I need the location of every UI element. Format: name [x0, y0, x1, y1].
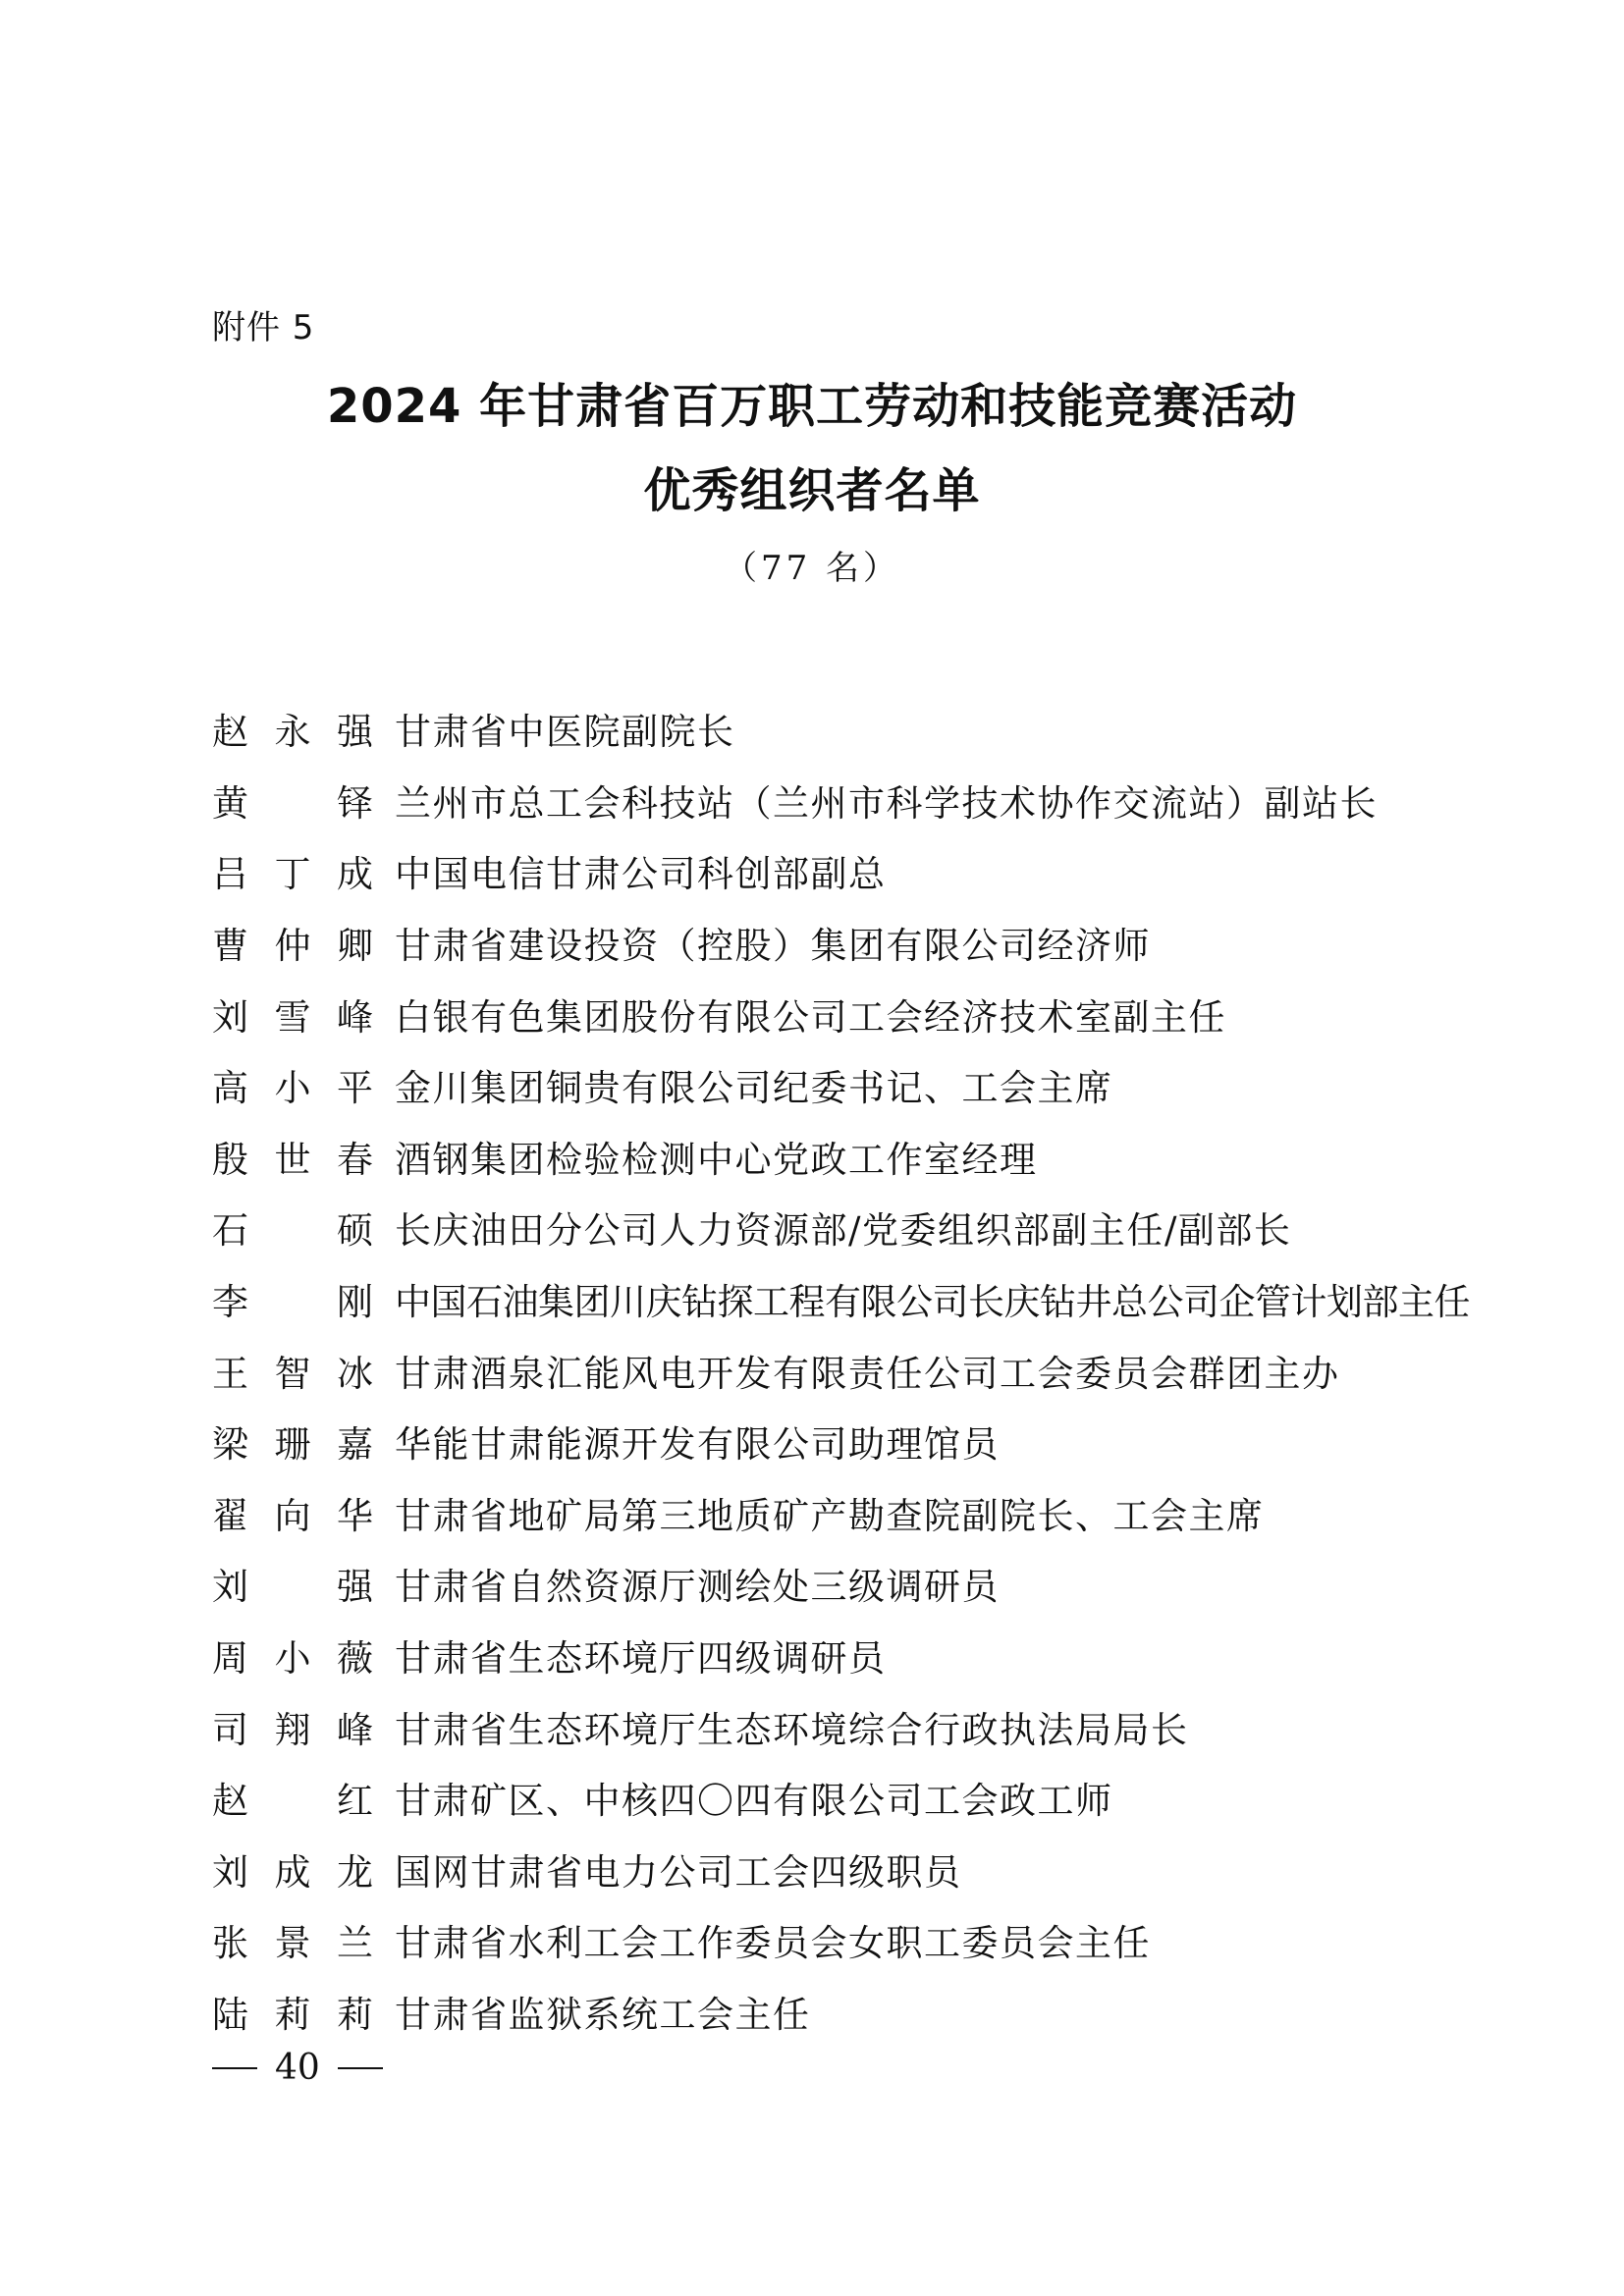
list-item — [212, 693, 1420, 765]
list-item — [212, 1904, 1420, 1976]
person-role: 甘肃省监狱系统工会主任 — [395, 1993, 811, 2036]
person-role: 甘肃省中医院副院长 — [395, 711, 735, 754]
person-role: 国网甘肃省电力公司工会四级职员 — [395, 1850, 962, 1894]
person-name: 赵永强 — [212, 711, 373, 754]
person-role: 长庆油田分公司人力资源部/党委组织部副主任/副部长 — [395, 1209, 1292, 1253]
person-name: 高小平 — [212, 1067, 373, 1110]
person-name: 陆莉莉 — [212, 1993, 373, 2036]
person-name: 刘雪峰 — [212, 995, 373, 1039]
list-item — [212, 907, 1420, 979]
person-name: 吕丁成 — [212, 853, 373, 896]
person-name: 张景兰 — [212, 1922, 373, 1965]
person-role: 甘肃酒泉汇能风电开发有限责任公司工会委员会群团主办 — [395, 1352, 1340, 1395]
person-role: 甘肃省建设投资（控股）集团有限公司经济师 — [395, 925, 1151, 968]
list-item — [212, 1620, 1420, 1691]
list-item — [212, 1762, 1420, 1834]
person-role: 中国石油集团川庆钻探工程有限公司长庆钻井总公司企管计划部主任 — [395, 1281, 1470, 1324]
person-name: 刘成龙 — [212, 1850, 373, 1894]
document-title-line-1: 2024 年甘肃省百万职工劳动和技能竞赛活动 — [326, 379, 1298, 434]
person-role: 酒钢集团检验检测中心党政工作室经理 — [395, 1138, 1038, 1181]
person-role: 白银有色集团股份有限公司工会经济技术室副主任 — [395, 995, 1226, 1039]
list-item — [212, 1263, 1470, 1335]
person-role: 甘肃省水利工会工作委员会女职工委员会主任 — [395, 1922, 1151, 1965]
person-name: 李刚 — [212, 1281, 373, 1324]
right-dash — [338, 2067, 383, 2069]
list-item — [212, 978, 1420, 1049]
list-item — [212, 1548, 1420, 1620]
person-role: 中国电信甘肃公司科创部副总 — [395, 853, 887, 896]
person-name: 翟向华 — [212, 1494, 373, 1537]
person-role: 兰州市总工会科技站（兰州市科学技术协作交流站）副站长 — [395, 781, 1378, 825]
document-title-line-2: 优秀组织者名单 — [643, 463, 981, 518]
person-role: 甘肃矿区、中核四〇四有限公司工会政工师 — [395, 1780, 1113, 1823]
person-role: 金川集团铜贵有限公司纪委书记、工会主席 — [395, 1067, 1113, 1110]
list-item — [212, 765, 1420, 836]
person-name: 赵红 — [212, 1780, 373, 1823]
list-item — [212, 1976, 1420, 2048]
page-number: 40 — [275, 2048, 320, 2088]
list-item — [212, 1834, 1420, 1905]
list-item — [212, 1406, 1420, 1477]
person-name: 刘强 — [212, 1566, 373, 1609]
list-item — [212, 1049, 1420, 1121]
person-name: 殷世春 — [212, 1138, 373, 1181]
list-item — [212, 835, 1420, 907]
person-role: 甘肃省生态环境厅生态环境综合行政执法局局长 — [395, 1708, 1189, 1751]
list-item — [212, 1477, 1420, 1549]
left-dash — [212, 2067, 257, 2069]
person-name: 周小薇 — [212, 1637, 373, 1681]
person-name: 司翔峰 — [212, 1708, 373, 1751]
recipient-count: （77 名） — [723, 549, 901, 588]
list-item — [212, 1334, 1420, 1406]
person-name: 石硕 — [212, 1209, 373, 1253]
person-name: 王智冰 — [212, 1352, 373, 1395]
person-name: 黄铎 — [212, 781, 373, 825]
person-role: 甘肃省生态环境厅四级调研员 — [395, 1637, 887, 1681]
person-name: 梁珊嘉 — [212, 1423, 373, 1467]
page-footer — [212, 2044, 383, 2093]
person-role: 甘肃省自然资源厅测绘处三级调研员 — [395, 1566, 1000, 1609]
list-item — [212, 1121, 1420, 1193]
person-role: 华能甘肃能源开发有限公司助理馆员 — [395, 1423, 1000, 1467]
organizer-list — [212, 693, 1470, 2047]
list-item — [212, 1690, 1420, 1762]
person-role: 甘肃省地矿局第三地质矿产勘查院副院长、工会主席 — [395, 1494, 1265, 1537]
person-name: 曹仲卿 — [212, 925, 373, 968]
attachment-label: 附件 5 — [212, 308, 315, 347]
list-item — [212, 1192, 1420, 1263]
